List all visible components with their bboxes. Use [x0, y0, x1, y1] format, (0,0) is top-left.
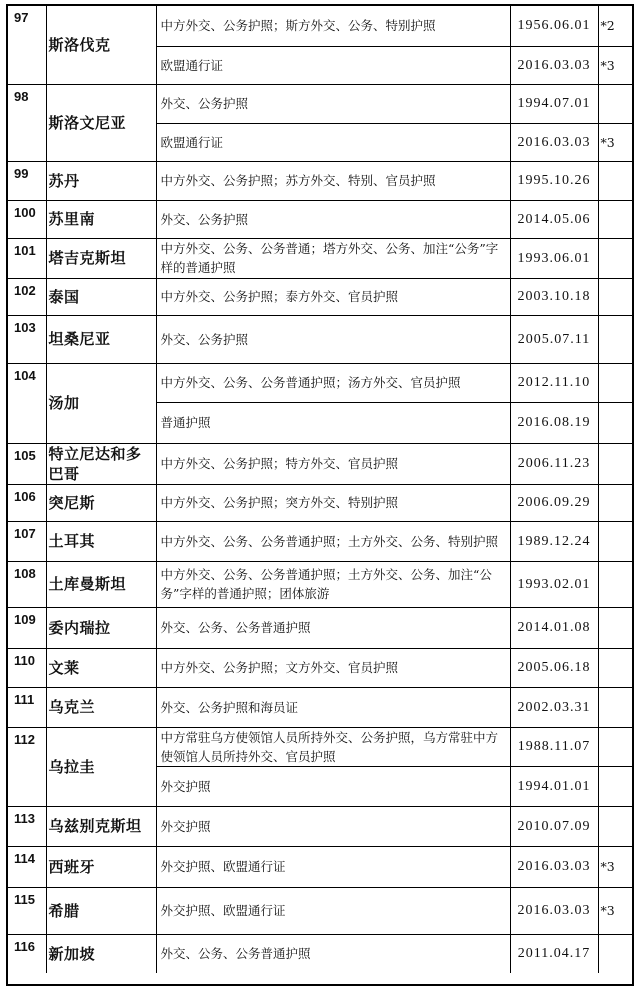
table-row: [8, 278, 632, 315]
effective-date: 2011.04.17: [510, 934, 598, 973]
effective-date: 1988.11.07: [510, 727, 598, 766]
passport-type: 外交护照: [156, 766, 510, 806]
visa-exemption-table: [8, 6, 632, 973]
table-row: [8, 934, 632, 973]
effective-date: 1993.02.01: [510, 561, 598, 607]
effective-date: 2005.06.18: [510, 648, 598, 687]
table-body: [8, 6, 632, 973]
effective-date: 1989.12.24: [510, 521, 598, 561]
table-row: [8, 846, 632, 887]
effective-date: 1993.06.01: [510, 238, 598, 278]
footnote-mark: [598, 200, 632, 238]
footnote-mark: [598, 443, 632, 484]
visa-exemption-table-page: [6, 4, 634, 986]
table-row: [8, 315, 632, 363]
passport-type: 中方外交、公务护照；苏方外交、特别、官员护照: [156, 161, 510, 200]
country-name: 委内瑞拉: [46, 607, 156, 648]
table-row: [8, 200, 632, 238]
country-name: 斯洛文尼亚: [46, 84, 156, 161]
country-name: 坦桑尼亚: [46, 315, 156, 363]
table-row: [8, 363, 632, 402]
row-number: 113: [8, 806, 46, 846]
row-number: 112: [8, 727, 46, 806]
country-name: 汤加: [46, 363, 156, 443]
row-number: 116: [8, 934, 46, 973]
row-number: 99: [8, 161, 46, 200]
row-number: 110: [8, 648, 46, 687]
passport-type: 中方外交、公务护照；特方外交、官员护照: [156, 443, 510, 484]
effective-date: 2003.10.18: [510, 278, 598, 315]
footnote-mark: [598, 806, 632, 846]
table-row: [8, 806, 632, 846]
passport-type: 外交、公务、公务普通护照: [156, 934, 510, 973]
country-name: 乌克兰: [46, 687, 156, 727]
effective-date: 1994.01.01: [510, 766, 598, 806]
country-name: 突尼斯: [46, 484, 156, 521]
passport-type: 普通护照: [156, 402, 510, 443]
table-row: [8, 561, 632, 607]
effective-date: 1956.06.01: [510, 6, 598, 46]
footnote-mark: [598, 648, 632, 687]
table-row: [8, 84, 632, 123]
table-row: [8, 687, 632, 727]
row-number: 111: [8, 687, 46, 727]
country-name: 新加坡: [46, 934, 156, 973]
table-row: [8, 727, 632, 766]
effective-date: 2006.11.23: [510, 443, 598, 484]
passport-type: 外交、公务护照: [156, 315, 510, 363]
effective-date: 1994.07.01: [510, 84, 598, 123]
row-number: 102: [8, 278, 46, 315]
country-name: 斯洛伐克: [46, 6, 156, 84]
footnote-mark: [598, 278, 632, 315]
country-name: 塔吉克斯坦: [46, 238, 156, 278]
passport-type: 中方外交、公务、公务普通护照；汤方外交、官员护照: [156, 363, 510, 402]
row-number: 97: [8, 6, 46, 84]
effective-date: 2014.05.06: [510, 200, 598, 238]
country-name: 土库曼斯坦: [46, 561, 156, 607]
table-row: [8, 238, 632, 278]
row-number: 114: [8, 846, 46, 887]
passport-type: 外交护照: [156, 806, 510, 846]
footnote-mark: [598, 161, 632, 200]
country-name: 土耳其: [46, 521, 156, 561]
passport-type: 中方外交、公务护照；文方外交、官员护照: [156, 648, 510, 687]
passport-type: 外交、公务护照和海员证: [156, 687, 510, 727]
passport-type: 外交护照、欧盟通行证: [156, 887, 510, 934]
row-number: 105: [8, 443, 46, 484]
passport-type: 中方外交、公务护照；泰方外交、官员护照: [156, 278, 510, 315]
passport-type: 外交护照、欧盟通行证: [156, 846, 510, 887]
effective-date: 2014.01.08: [510, 607, 598, 648]
row-number: 103: [8, 315, 46, 363]
footnote-mark: [598, 84, 632, 123]
effective-date: 2012.11.10: [510, 363, 598, 402]
country-name: 文莱: [46, 648, 156, 687]
passport-type: 中方外交、公务护照；斯方外交、公务、特别护照: [156, 6, 510, 46]
row-number: 107: [8, 521, 46, 561]
row-number: 108: [8, 561, 46, 607]
footnote-mark: [598, 727, 632, 766]
footnote-mark: *3: [598, 846, 632, 887]
passport-type: 中方外交、公务、公务普通护照；土方外交、公务、加注“公务”字样的普通护照；团体旅游: [156, 561, 510, 607]
table-row: [8, 6, 632, 46]
footnote-mark: [598, 315, 632, 363]
passport-type: 外交、公务、公务普通护照: [156, 607, 510, 648]
row-number: 101: [8, 238, 46, 278]
passport-type: 中方外交、公务、公务普通护照；土方外交、公务、特别护照: [156, 521, 510, 561]
footnote-mark: [598, 766, 632, 806]
passport-type: 中方外交、公务、公务普通；塔方外交、公务、加注“公务”字样的普通护照: [156, 238, 510, 278]
effective-date: 2006.09.29: [510, 484, 598, 521]
effective-date: 2016.08.19: [510, 402, 598, 443]
footnote-mark: *3: [598, 123, 632, 161]
footnote-mark: [598, 607, 632, 648]
row-number: 115: [8, 887, 46, 934]
effective-date: 2005.07.11: [510, 315, 598, 363]
table-row: [8, 521, 632, 561]
table-row: [8, 484, 632, 521]
table-row: [8, 887, 632, 934]
table-row: [8, 607, 632, 648]
table-row: [8, 161, 632, 200]
effective-date: 2010.07.09: [510, 806, 598, 846]
footnote-mark: [598, 687, 632, 727]
country-name: 特立尼达和多巴哥: [46, 443, 156, 484]
footnote-mark: [598, 238, 632, 278]
country-name: 苏丹: [46, 161, 156, 200]
passport-type: 欧盟通行证: [156, 123, 510, 161]
effective-date: 2016.03.03: [510, 123, 598, 161]
country-name: 乌拉圭: [46, 727, 156, 806]
footnote-mark: [598, 363, 632, 402]
country-name: 希腊: [46, 887, 156, 934]
row-number: 100: [8, 200, 46, 238]
footnote-mark: [598, 484, 632, 521]
footnote-mark: *3: [598, 46, 632, 84]
footnote-mark: [598, 521, 632, 561]
passport-type: 外交、公务护照: [156, 84, 510, 123]
row-number: 98: [8, 84, 46, 161]
footnote-mark: [598, 561, 632, 607]
country-name: 西班牙: [46, 846, 156, 887]
row-number: 109: [8, 607, 46, 648]
passport-type: 外交、公务护照: [156, 200, 510, 238]
row-number: 106: [8, 484, 46, 521]
passport-type: 欧盟通行证: [156, 46, 510, 84]
effective-date: 2016.03.03: [510, 846, 598, 887]
country-name: 泰国: [46, 278, 156, 315]
country-name: 乌兹别克斯坦: [46, 806, 156, 846]
table-row: [8, 443, 632, 484]
row-number: 104: [8, 363, 46, 443]
footnote-mark: [598, 402, 632, 443]
effective-date: 2002.03.31: [510, 687, 598, 727]
effective-date: 2016.03.03: [510, 887, 598, 934]
effective-date: 1995.10.26: [510, 161, 598, 200]
passport-type: 中方外交、公务护照；突方外交、特别护照: [156, 484, 510, 521]
footnote-mark: [598, 934, 632, 973]
passport-type: 中方常驻乌方使领馆人员所持外交、公务护照，乌方常驻中方使领馆人员所持外交、官员护照: [156, 727, 510, 766]
footnote-mark: *3: [598, 887, 632, 934]
table-row: [8, 648, 632, 687]
effective-date: 2016.03.03: [510, 46, 598, 84]
footnote-mark: *2: [598, 6, 632, 46]
country-name: 苏里南: [46, 200, 156, 238]
